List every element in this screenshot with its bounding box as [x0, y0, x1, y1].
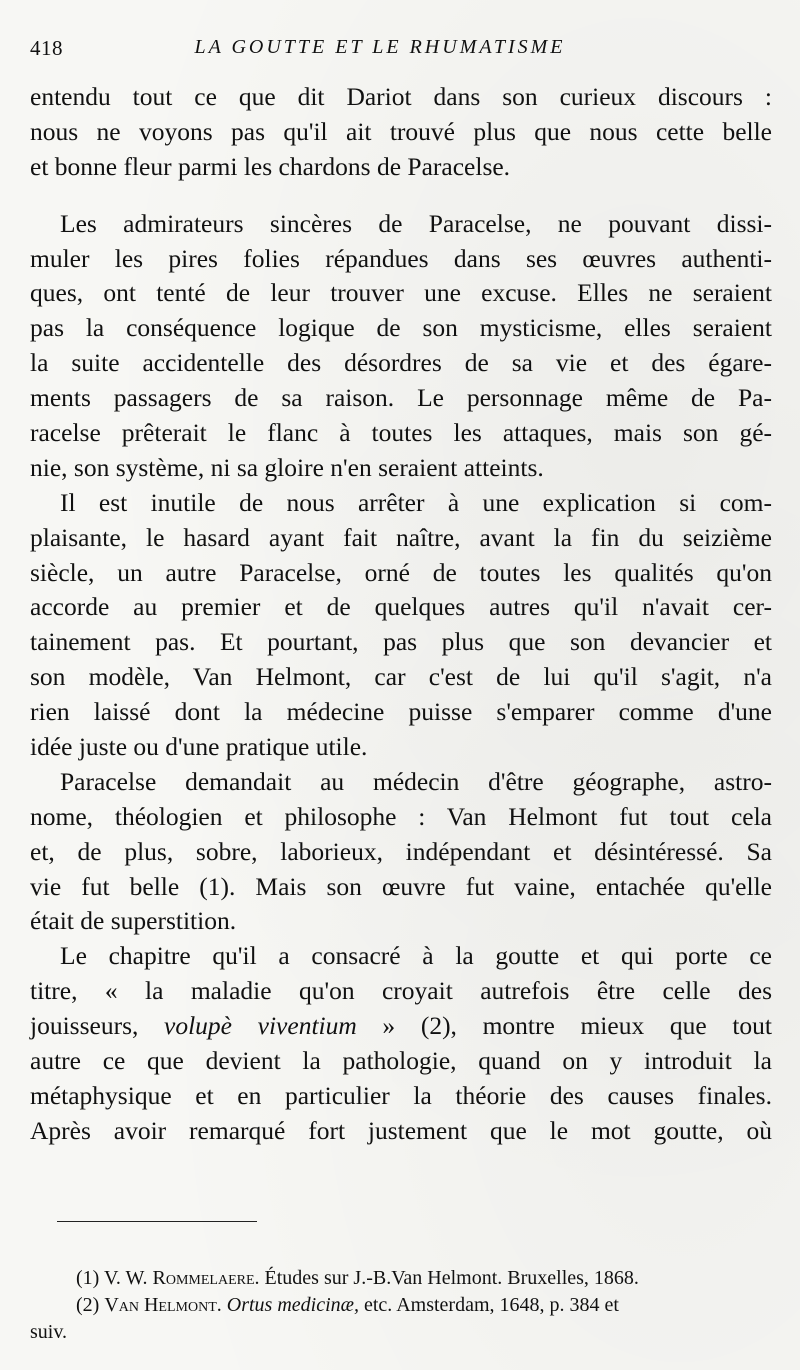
footnotes	[30, 1265, 775, 1346]
text-line: pas la conséquence logique de son mysticisme, elles seraient	[30, 313, 772, 343]
text-line: était de superstition.	[30, 906, 237, 936]
text-line: la suite accidentelle des désordres de sa vie et des égare-	[30, 348, 772, 378]
text-line: vie fut belle (1). Mais son œuvre fut vaine, entachée qu'elle	[30, 871, 772, 901]
text-line: nie, son système, ni sa gloire n'en seraient atteints.	[30, 452, 544, 482]
footnote-title: Ortus medicinæ,	[226, 1294, 359, 1316]
text-line: accorde au premier et de quelques autres qu'il n'avait cer-	[30, 592, 772, 622]
paragraph-gap	[30, 185, 772, 207]
paragraph-1	[30, 80, 772, 185]
text-line: nome, théologien et philosophe : Van Helmont fut tout cela	[30, 801, 772, 831]
paragraph-2	[30, 207, 772, 486]
paragraph-4	[30, 765, 772, 939]
footnote-text: etc. Amsterdam, 1648, p. 384 et	[358, 1294, 619, 1316]
text-line: plaisante, le hasard ayant fait naître, avant la fin du seizième	[30, 522, 772, 552]
text-line: et, de plus, sobre, laborieux, indépendant et désintéressé. Sa	[30, 836, 772, 866]
text-line: Le chapitre qu'il a consacré à la goutte et qui porte ce	[60, 941, 772, 971]
text-fragment: jouisseurs,	[30, 1011, 165, 1041]
text-line: nous ne voyons pas qu'il ait trouvé plus que nous cette belle	[30, 116, 772, 146]
main-text	[30, 80, 772, 1149]
text-line: tainement pas. Et pourtant, pas plus que son devancier et	[30, 627, 772, 657]
text-line: et bonne fleur parmi les chardons de Paracelse.	[30, 151, 511, 181]
text-fragment: » (2), montre mieux que tout	[356, 1011, 772, 1041]
footnote-2: (2) Van Helmont. Ortus medicinæ, etc. Amsterdam, 1648, p. 384 et	[76, 1294, 619, 1316]
text-line: autre ce que devient la pathologie, quand on y introduit la	[30, 1046, 772, 1076]
footnote-2-continued: suiv.	[30, 1321, 68, 1343]
footnote-author: Rommelaere	[152, 1267, 255, 1289]
running-title: LA GOUTTE ET LE RHUMATISME	[194, 36, 566, 58]
text-line: racelse prêterait le flanc à toutes les attaques, mais son gé-	[30, 418, 772, 448]
paragraph-3	[30, 486, 772, 765]
text-line: son modèle, Van Helmont, car c'est de lui qu'il s'agit, n'a	[30, 662, 772, 692]
footnote-author: Van Helmont	[104, 1294, 217, 1316]
text-line	[30, 1009, 772, 1044]
text-line: métaphysique et en particulier la théorie des causes finales.	[30, 1080, 772, 1110]
paragraph-5	[30, 939, 772, 1148]
page-number: 418	[30, 36, 63, 60]
text-line: Paracelse demandait au médecin d'être géographe, astro-	[60, 766, 772, 796]
text-line: titre, « la maladie qu'on croyait autrefois être celle des	[30, 976, 772, 1006]
text-line: Les admirateurs sincères de Paracelse, ne pouvant dissi-	[60, 208, 772, 238]
page-header	[30, 36, 770, 66]
footnote-text: . Études sur J.-B.Van Helmont. Bruxelles, 1868.	[254, 1267, 639, 1289]
latin-title: volupè viventium	[164, 1011, 357, 1041]
text-line: idée juste ou d'une pratique utile.	[30, 732, 368, 762]
footnote-author-initials: V. W.	[103, 1267, 148, 1289]
text-line: muler les pires folies répandues dans ses œuvres authenti-	[30, 243, 772, 273]
footnote-marker: (2)	[76, 1294, 100, 1316]
text-line: ques, ont tenté de leur trouver une excuse. Elles ne seraient	[30, 278, 772, 308]
footnote-divider	[57, 1221, 257, 1222]
text-line: Il est inutile de nous arrêter à une explication si com-	[60, 487, 772, 517]
text-line: Après avoir remarqué fort justement que le mot goutte, où	[30, 1115, 772, 1145]
text-line: rien laissé dont la médecine puisse s'emparer comme d'une	[30, 697, 772, 727]
footnote-marker: (1)	[76, 1267, 100, 1289]
text-line: siècle, un autre Paracelse, orné de toutes les qualités qu'on	[30, 557, 772, 587]
text-line: entendu tout ce que dit Dariot dans son curieux discours :	[30, 82, 772, 111]
footnote-1	[30, 1265, 775, 1292]
text-line: ments passagers de sa raison. Le personnage même de Pa-	[30, 383, 772, 413]
